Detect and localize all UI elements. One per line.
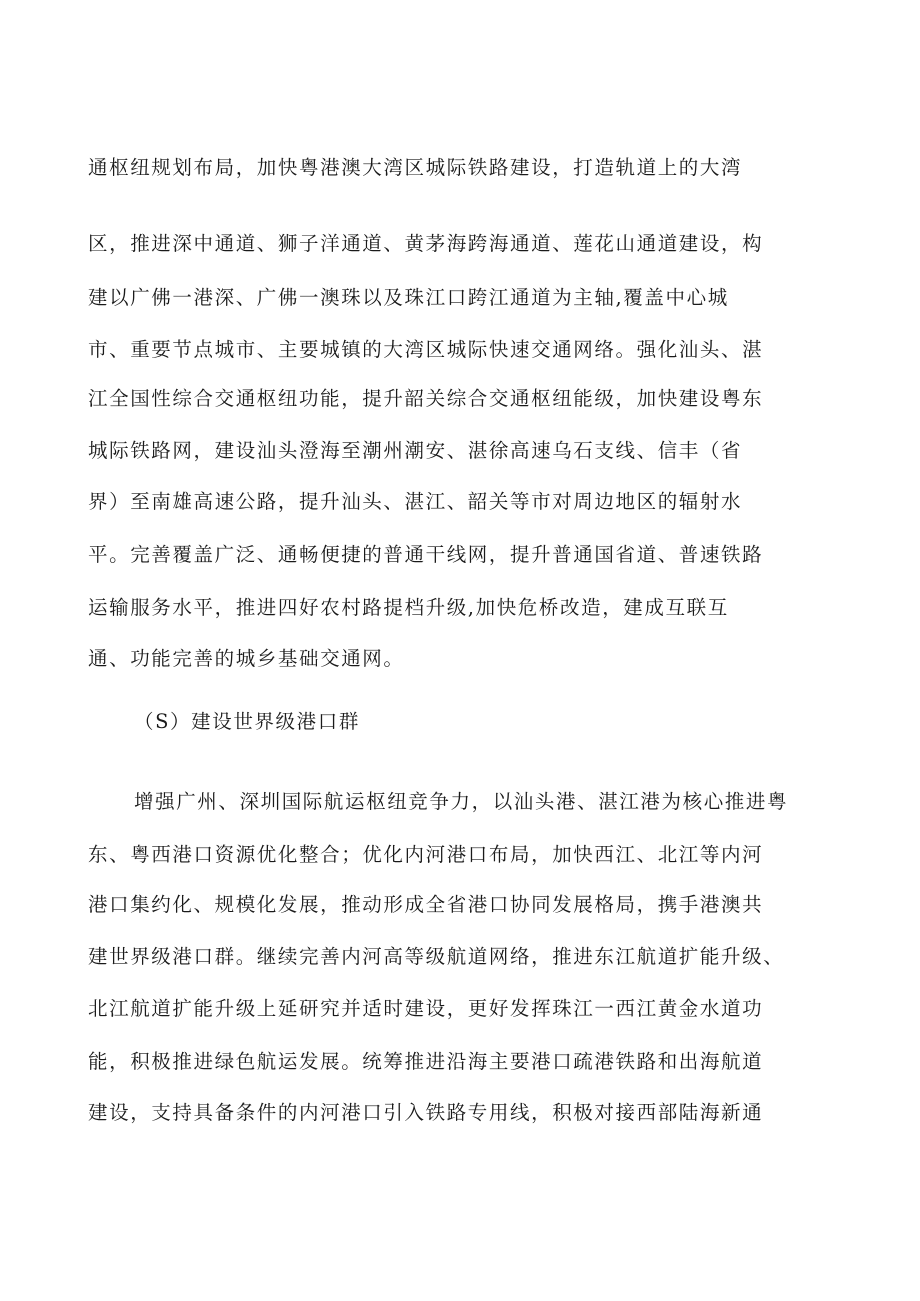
paragraph-line: 运输服务水平，推进四好农村路提档升级,加快危桥改造，建成互联互: [88, 596, 729, 619]
paragraph-line: 界）至南雄高速公路，提升汕头、湛江、韶关等市对周边地区的辐射水: [88, 490, 743, 513]
paragraph-line: 增强广州、深圳国际航运枢纽竞争力，以汕头港、湛江港为核心推进粤: [134, 790, 789, 813]
paragraph-line: 通枢纽规划布局，加快粤港澳大湾区城际铁路建设，打造轨道上的大湾: [88, 156, 743, 179]
paragraph-line: 东、粤西港口资源优化整合；优化内河港口布局，加快西江、北江等内河: [88, 843, 764, 866]
paragraph-line: 平。完善覆盖广泛、通畅便捷的普通干线网，提升普通国省道、普速铁路: [88, 543, 764, 566]
paragraph-line: 能，积极推进绿色航运发展。统筹推进沿海主要港口疏港铁路和出海航道: [88, 1050, 764, 1073]
paragraph-line: 江全国性综合交通枢纽功能，提升韶关综合交通枢纽能级，加快建设粤东: [88, 387, 764, 410]
paragraph-line: 市、重要节点城市、主要城镇的大湾区城际快速交通网络。强化汕头、湛: [88, 338, 764, 361]
paragraph-line: 建以广佛一港深、广佛一澳珠以及珠江口跨江通道为主轴,覆盖中心城: [88, 286, 729, 309]
paragraph-line: 区，推进深中通道、狮子洋通道、黄茅海跨海通道、莲花山通道建设，构: [88, 232, 764, 255]
paragraph-line: 港口集约化、规模化发展，推动形成全省港口协同发展格局，携手港澳共: [88, 893, 764, 916]
paragraph-line: 通、功能完善的城乡基础交通网。: [88, 647, 405, 670]
paragraph-line: 建世界级港口群。继续完善内河高等级航道网络，推进东江航道扩能升级、: [88, 945, 785, 968]
section-heading: （S）建设世界级港口群: [134, 710, 360, 733]
paragraph-line: 北江航道扩能升级上延研究并适时建设，更好发挥珠江一西江黄金水道功: [88, 997, 764, 1020]
paragraph-line: 建设，支持具备条件的内河港口引入铁路专用线，积极对接西部陆海新通: [88, 1101, 764, 1124]
paragraph-line: 城际铁路网，建设汕头澄海至潮州潮安、湛徐高速乌石支线、信丰（省: [88, 439, 743, 462]
